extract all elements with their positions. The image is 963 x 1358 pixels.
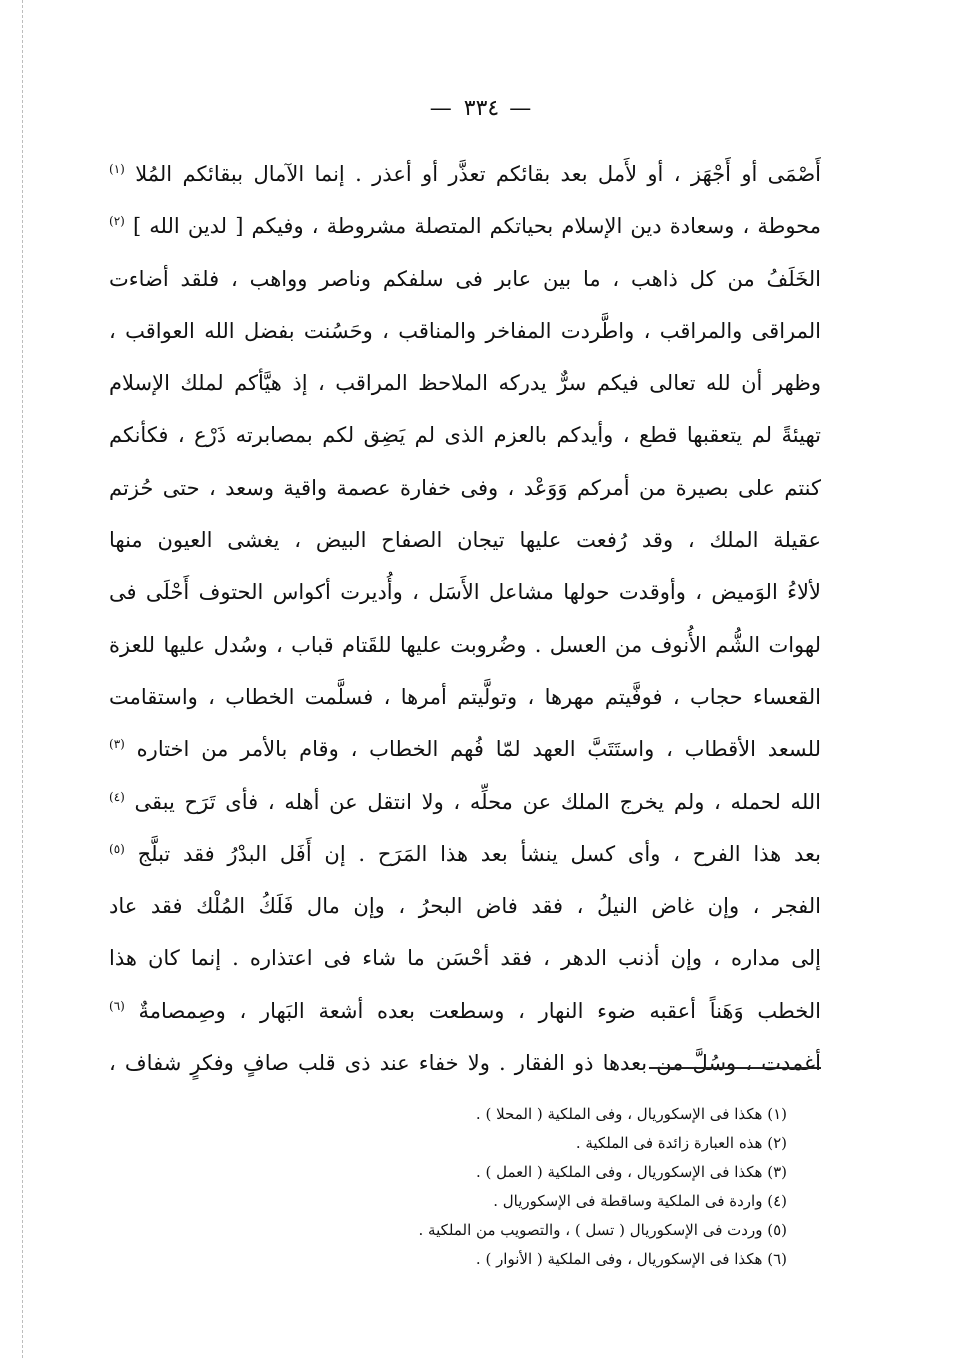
text-line-2: محوطة ، وسعادة دين الإسلام بحياتكم المتصلة مشروطة ، وفيكم [ لدين الله ] $^{(٢)}$ <box>109 214 821 239</box>
note-mark-1: (١) <box>109 162 125 176</box>
footnotes <box>317 1100 787 1274</box>
text-line-15: الفجر ، وإن غاض النيلُ ، فقد فاض البحرُ ، وإن مال فَلَكُ المُلْك فقد عاد <box>109 894 821 919</box>
footnote-1: (١) هكذا فى الإسكوريال ، وفى الملكية ( المحلا ) . <box>475 1105 787 1123</box>
footnote-5: (٥) وردت فى الإسكوريال ( تسل ) ، والتصويب من الملكية . <box>418 1221 787 1239</box>
page-number-value: ٣٣٤ <box>463 96 500 121</box>
scan-edge-line <box>22 0 24 1358</box>
footnote-2: (٢) هذه العبارة زائدة فى الملكية . <box>575 1134 787 1152</box>
note-mark-4: (٤) <box>109 789 125 804</box>
text-line-1: أَصْمَى أو أَجْهَز ، أو لأَمل بعد بقائكم تعذَّر أو أعذر . إنما الآمال ببقائكم المُلا $^{(١)}$ <box>109 162 821 186</box>
text-line-4: المراقى والمراقب ، واطَّردت المفاخر والمناقب ، وحَسُنت بفضل الله العواقب ، <box>109 318 821 343</box>
text-line-14: بعد هذا الفرح ، وأى كسل ينشأ بعد هذا المَرَح . إن أَفَل البدْرُ فقد تبلَّج $^{(٥)}$ <box>109 841 821 866</box>
note-mark-3: (٣) <box>109 737 125 752</box>
text-line-11: القعساء حجاب ، فوفَّيتم مهرها ، وتولَّيتم أمرها ، فسلَّمت الخطاب ، واستقامت <box>109 684 821 709</box>
text-line-18: أغمدت ، وسُلَّ من بعدها ذو الفقار . ولا خفاء عند ذى قلب صافٍ وفكرٍ شفاف ، <box>109 1051 821 1076</box>
text-line-6: تهيئةً لم يتعقبها قطع ، وأيدكم بالعزم الذى لم يَضِق لكم بمصابرته ذَرْع ، فكأنكم <box>109 423 821 448</box>
main-text <box>109 148 821 1089</box>
text-line-12: للسعد الأقطاب ، واستَتَبَّ العهد لمّا فُهم الخطاب ، وقام بالأمر من اختاره $^{(٣)}$ <box>109 737 821 762</box>
text-line-5: وظهر أن لله تعالى فيكم سرٌّ يدركه الملاحظ المراقب ، إذ هيَّأكم لملك الإسلام <box>109 371 821 396</box>
note-mark-2: (٢) <box>109 214 125 229</box>
footnote-separator <box>649 1067 821 1069</box>
footnote-6: (٦) هكذا فى الإسكوريال ، وفى الملكية ( الأنوار ) . <box>475 1250 787 1268</box>
footnote-3: (٣) هكذا فى الإسكوريال ، وفى الملكية ( العمل ) . <box>475 1163 787 1181</box>
note-mark-5: (٥) <box>109 841 125 856</box>
text-line-3: الخَلَفُ من كل ذاهب ، ما بين عابر فى سلفكم وناصر وواهب ، فلقد أضاءت <box>109 266 821 291</box>
text-line-9: لألاءُ الوَميض ، وأوقدت حولها مشاعل الأَسَل ، وأُديرت أكواس الحتوف أَحْلَى فى <box>109 580 821 605</box>
note-mark-6: (٦) <box>109 998 125 1013</box>
text-line-8: عقيلة الملك ، وقد رُفعت عليها تيجان الصفاح البيض ، يغشى العيون منها <box>109 528 821 553</box>
text-line-17: الخطب وَهَناً أعقبه ضوء النهار ، وسطعت بعده أشعة البَهار ، وصِمصامةٌ $^{(٦)}$ <box>109 998 821 1023</box>
text-line-10: لهوات الشُّم الأُنوف من العسل . وضُروبت عليها للقَتام قباب ، وسُدل عليها للعزة <box>109 632 821 657</box>
footnote-4: (٤) واردة فى الملكية وساقطة فى الإسكوريال . <box>493 1192 787 1210</box>
text-line-13: الله لحمله ، ولم يخرج الملك عن محلِّه ، ولا انتقل عن أهله ، فأى تَرَح يبقى $^{(٤)}$ <box>109 789 821 814</box>
text-line-16: إلى مداره ، وإن أذنب الدهر ، فقد أحْسَن ما شاء فى اعتذاره . إنما كان هذا <box>109 946 821 971</box>
text-line-7: كنتم على بصيرة من أمركم وَوَعْد ، وفى خفارة عصمة واقية وسعد ، حتى حُزتم <box>109 475 821 500</box>
page-number: — ٣٣٤ — <box>429 96 534 121</box>
